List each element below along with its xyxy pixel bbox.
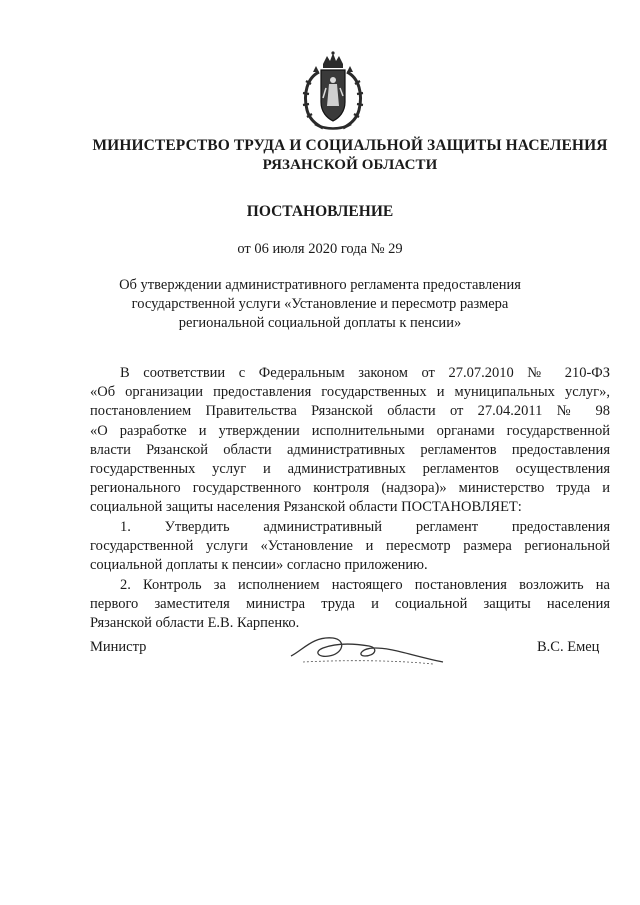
preamble-paragraph [90, 364, 610, 518]
item-1-line: 1. Утвердить административный регламент предоставления [120, 519, 610, 535]
item-1-line: социальной доплаты к пенсии» согласно приложению. [90, 557, 428, 574]
ryazan-coat-of-arms-icon [297, 50, 369, 134]
document-date-number: от 06 июля 2020 года № 29 [237, 241, 403, 257]
item-2-line: первого заместителя министра труда и социальной защиты населения [90, 596, 610, 613]
preamble-line: регионального государственного контроля (надзора)» министерство труда и [90, 480, 610, 497]
item-2-line: Рязанской области Е.В. Карпенко. [90, 615, 300, 632]
preamble-line: государственных услуг и административных регламентов осуществления [90, 461, 610, 478]
preamble-line: В соответствии с Федеральным законом от 27.07.2010 № 210-ФЗ [120, 365, 610, 381]
subject-line: региональной социальной доплаты к пенсии» [178, 315, 462, 331]
document-subject [80, 276, 560, 333]
subject-line: государственной услуги «Установление и пересмотр размера [131, 296, 509, 312]
signatory-title: Министр [90, 639, 147, 655]
item-2-paragraph [90, 576, 610, 634]
item-1-line: государственной услуги «Установление и пересмотр размера региональной [90, 538, 610, 555]
preamble-line: «О разработке и утверждении исполнительными органами государственной [90, 422, 610, 439]
ministry-name-line1: МИНИСТЕРСТВО ТРУДА И СОЦИАЛЬНОЙ ЗАЩИТЫ НАСЕЛЕНИЯ [92, 137, 608, 154]
preamble-line: «Об организации предоставления государственных и муниципальных услуг», [90, 384, 610, 401]
ministry-name-line2: РЯЗАНСКОЙ ОБЛАСТИ [262, 157, 438, 173]
preamble-line: социальной защиты населения Рязанской области ПОСТАНОВЛЯЕТ: [90, 499, 522, 516]
subject-line: Об утверждении административного регламента предоставления [119, 277, 521, 293]
item-1-paragraph [90, 518, 610, 576]
preamble-line: постановлением Правительства Рязанской области от 27.04.2011 № 98 [90, 403, 610, 420]
item-2-line: 2. Контроль за исполнением настоящего постановления возложить на [120, 577, 610, 593]
preamble-line: власти Рязанской области административных регламентов предоставления [90, 441, 610, 458]
signatory-name: В.С. Емец [537, 639, 600, 655]
handwritten-signature-icon [283, 626, 448, 672]
document-type: ПОСТАНОВЛЕНИЕ [246, 203, 394, 220]
